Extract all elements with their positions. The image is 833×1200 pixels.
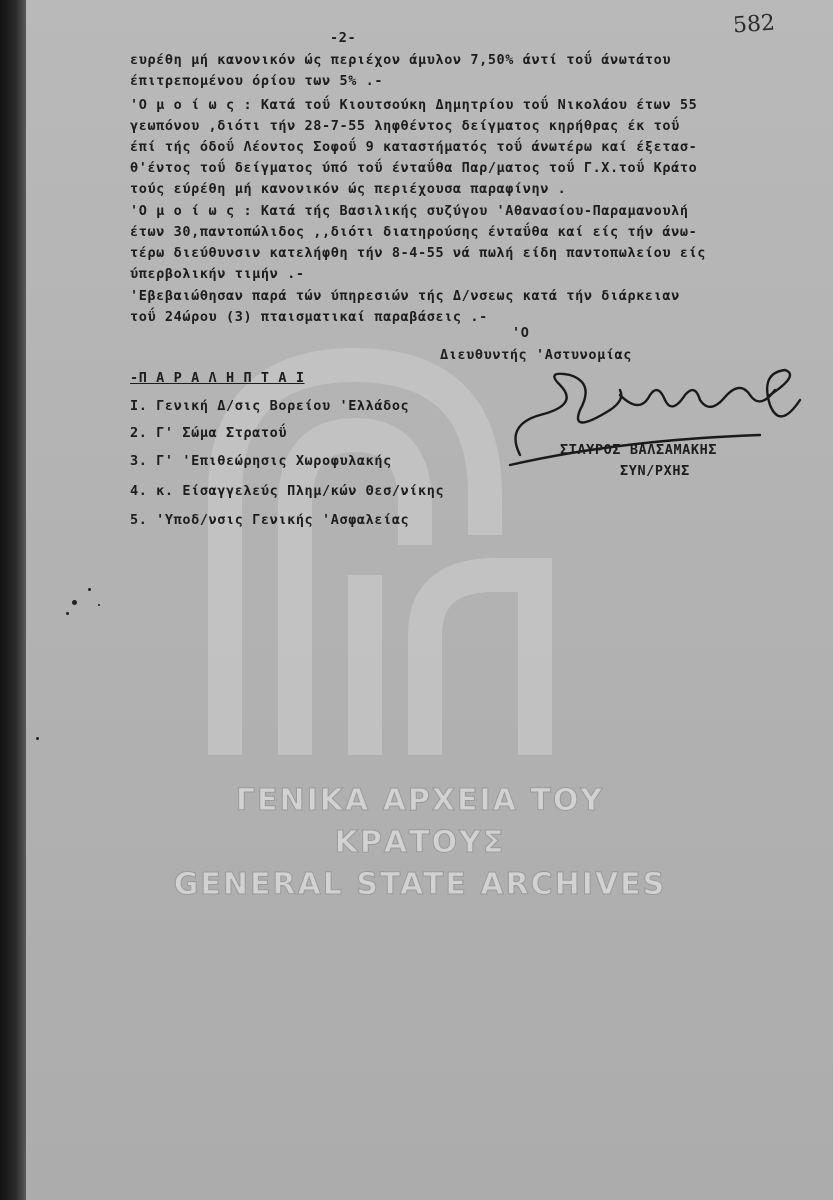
scan-speck [98, 604, 100, 606]
signatory-name: ΣΤΑΥΡΟΣ ΒΑΛΣΑΜΑΚΗΣ [560, 442, 718, 458]
signatory-rank: ΣΥΝ/ΡΧΗΣ [620, 463, 690, 479]
body-line: 'Ο μ ο ί ω ς : Κατά τής Βασιλικής συζύγου 'Αθανασίου-Παραμανουλή [130, 203, 689, 219]
watermark-line-english: GENERAL STATE ARCHIVES [173, 867, 667, 902]
recipients-heading: -Π Α Ρ Α Λ Η Π Τ Α Ι [130, 370, 305, 386]
body-line: έπιτρεπομένου όρίου των 5% .- [130, 73, 384, 89]
scan-speck [88, 588, 91, 591]
archives-watermark-text [160, 780, 680, 906]
handwritten-page-number: 582 [732, 10, 776, 39]
scan-edge-shadow [0, 0, 26, 1200]
body-line: ύπερβολικήν τιμήν .- [130, 266, 305, 282]
body-line: τέρω διεύθυνσιν κατελήφθη τήν 8-4-55 νά πωλή είδη παντοπωλείου είς [130, 245, 707, 261]
signature-role: Διευθυντής 'Αστυνομίας [440, 347, 633, 363]
scan-speck [66, 612, 69, 615]
body-line: τούς εύρέθη μή κανονικόν ώς περιέχουσα παραφίνην . [130, 181, 567, 197]
body-line: θ'έντος τοΰ δείγματος ύπό τοΰ ένταΰθα Παρ/ματος τοΰ Γ.Χ.τοΰ Κράτο [130, 160, 698, 176]
watermark-line-greek: ΓΕΝΙΚΑ ΑΡΧΕΙΑ ΤΟΥ ΚΡΑΤΟΥΣ [235, 783, 605, 860]
scan-speck [72, 600, 77, 605]
recipient-item: 4. κ. Είσαγγελεύς Πλημ/κών Θεσ/νίκης [130, 483, 445, 499]
body-line: 'Εβεβαιώθησαν παρά τών ύπηρεσιών τής Δ/νσεως κατά τήν διάρκειαν [130, 288, 680, 304]
page-marker: -2- [330, 30, 357, 46]
recipient-item: 5. 'Υποδ/νσις Γενικής 'Ασφαλείας [130, 512, 410, 528]
signature-article: 'Ο [512, 325, 530, 341]
scan-speck [36, 737, 39, 740]
body-line: 'Ο μ ο ί ω ς : Κατά τοΰ Κιουτσούκη Δημητρίου τοΰ Νικολάου έτων 55 [130, 97, 698, 113]
recipient-item: Ι. Γενική Δ/σις Βορείου 'Ελλάδος [130, 398, 410, 414]
body-line: γεωπόνου ,διότι τήν 28-7-55 ληφθέντος δείγματος κηρήθρας έκ τοΰ [130, 118, 680, 134]
body-line: έτων 30,παντοπώλιδος ,,διότι διατηρούσης ένταΰθα καί είς τήν άνω- [130, 224, 698, 240]
recipient-item: 3. Γ' 'Επιθεώρησις Χωροφυλακής [130, 453, 392, 469]
body-line: τοΰ 24ώρου (3) πταισματικαί παραβάσεις .- [130, 309, 488, 325]
body-line: ευρέθη μή κανονικόν ώς περιέχον άμυλον 7,50% άντί τοΰ άνωτάτου [130, 52, 672, 68]
recipient-item: 2. Γ' Σώμα Στρατοΰ [130, 425, 288, 441]
body-line: έπί τής όδοΰ Λέοντος Σοφοΰ 9 καταστήματός τοΰ άνωτέρω καί έξετασ- [130, 139, 698, 155]
